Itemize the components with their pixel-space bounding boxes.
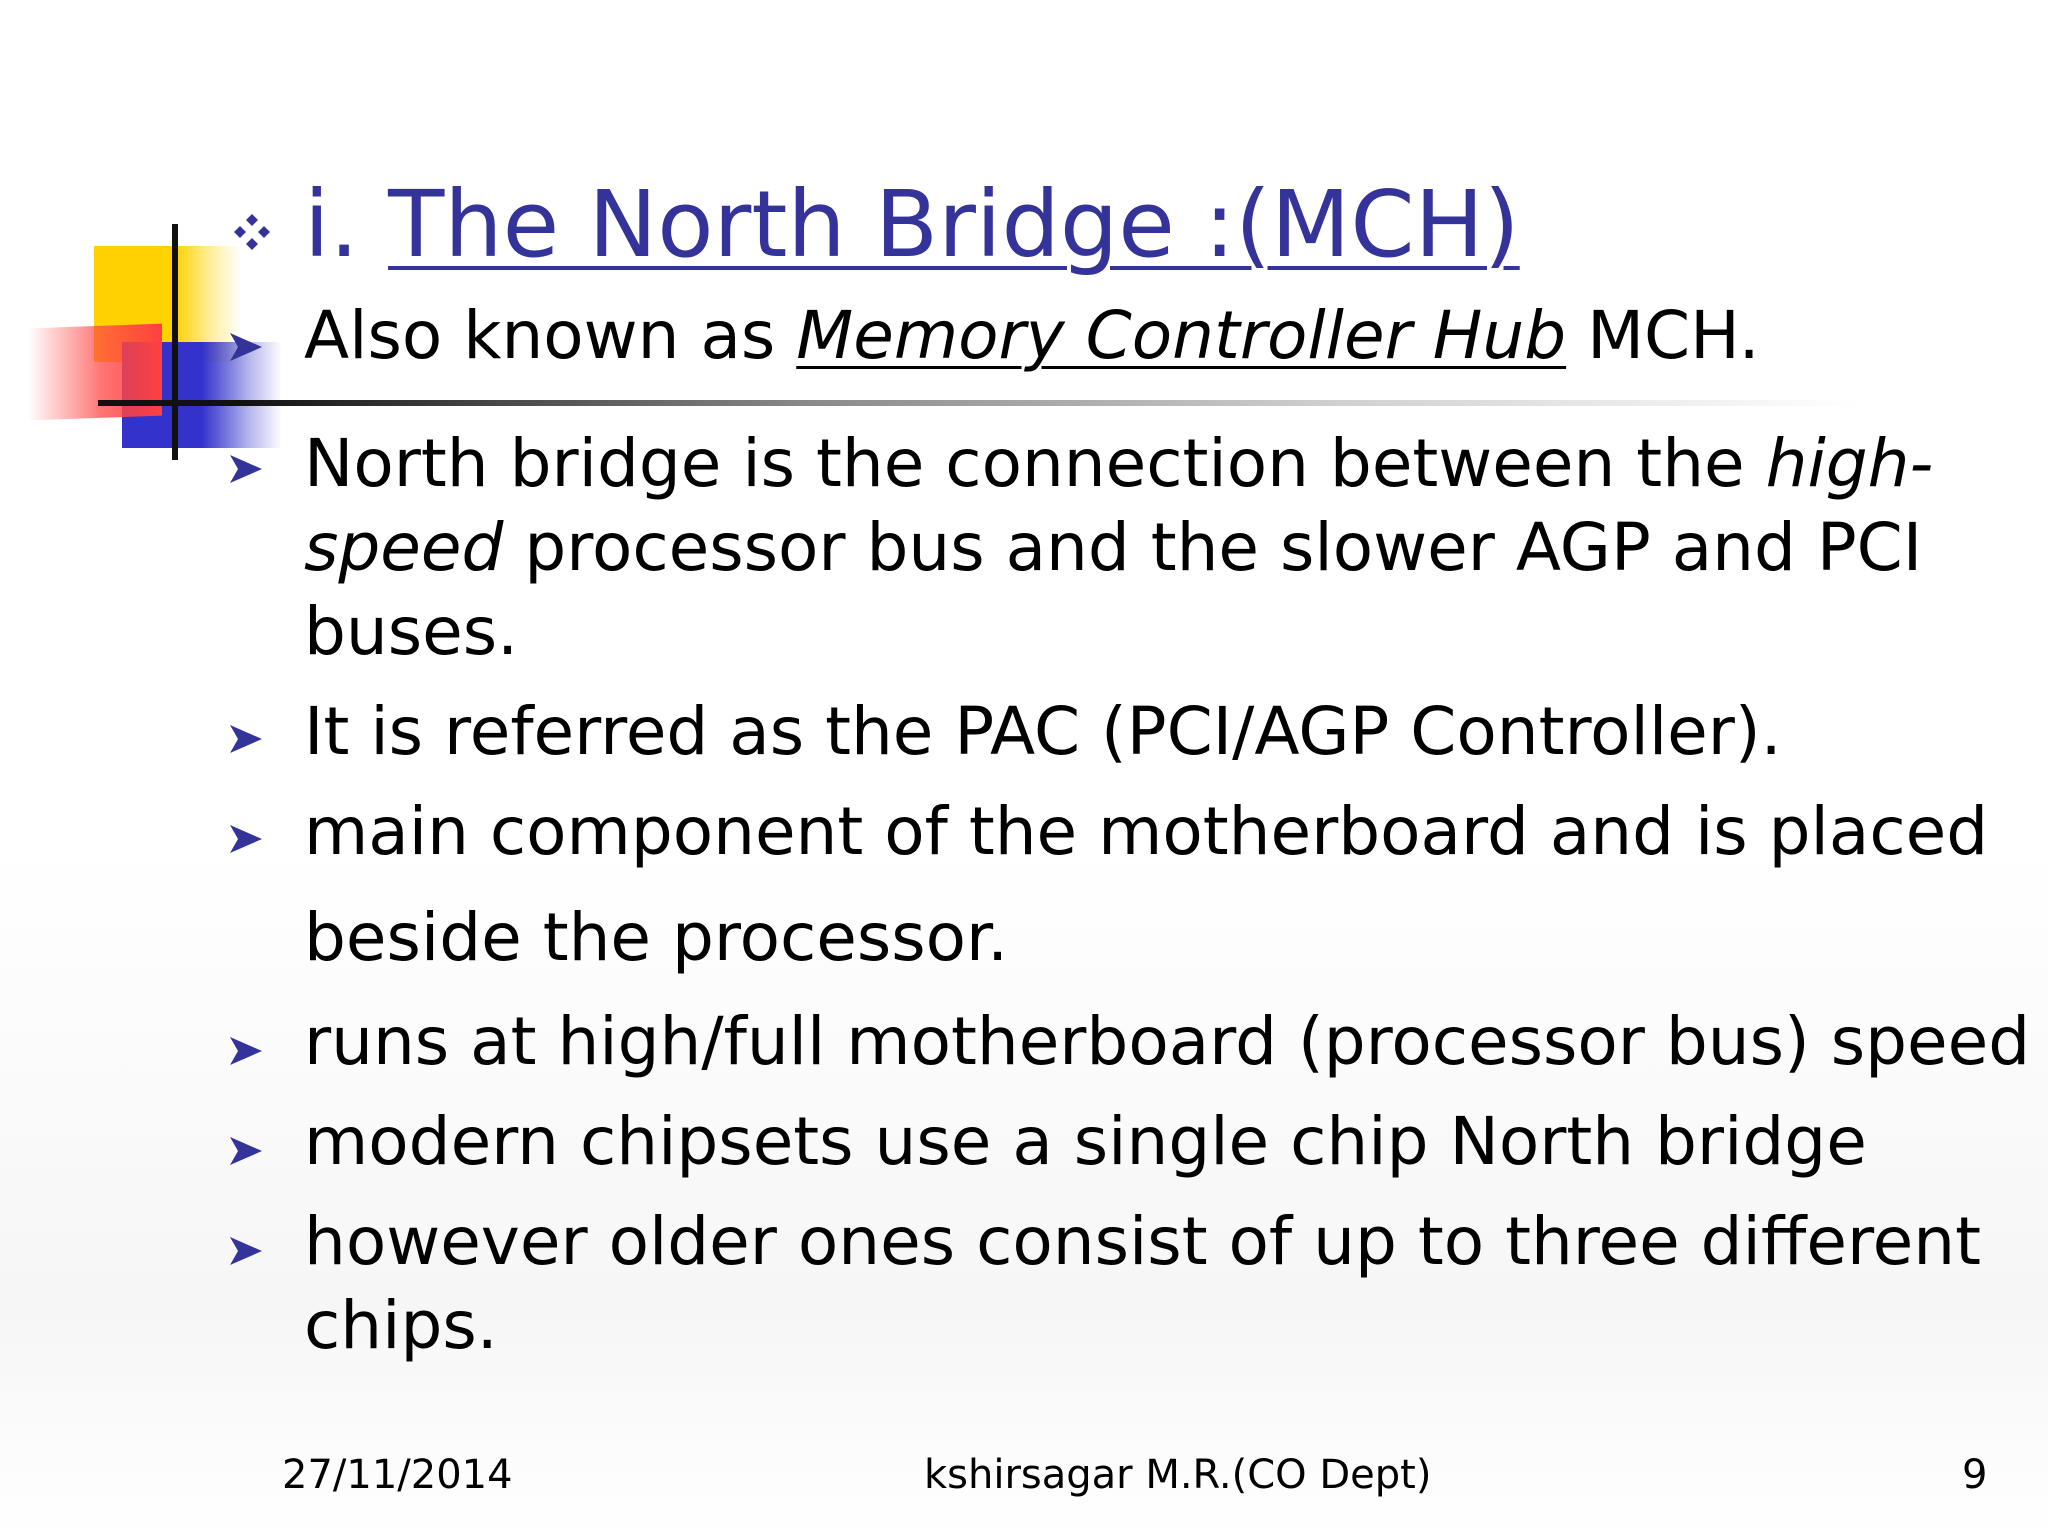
slide-title xyxy=(228,170,1520,280)
bullet-main-component-line-1: main component of the motherboard and is placed xyxy=(304,793,1989,870)
bullet-pac: It is referred as the PAC (PCI/AGP Controller). xyxy=(304,693,1782,770)
arrow-bullet-icon xyxy=(226,722,266,756)
mch-full-name: Memory Controller Hub xyxy=(796,297,1567,374)
decor-vertical-rule xyxy=(172,224,178,460)
footer-author: kshirsagar M.R.(CO Dept) xyxy=(924,1452,1432,1498)
bullet-main-component-line-2: beside the processor. xyxy=(304,899,1009,976)
bullet-older-ones-line-2: chips. xyxy=(304,1287,498,1364)
bullet-also-known-as: Also known as Memory Controller Hub MCH. xyxy=(304,297,1760,374)
bullet-connection-line-2: speed processor bus and the slower AGP and PCI xyxy=(304,509,1923,586)
footer-page-number: 9 xyxy=(1962,1452,1988,1498)
bullet-modern-chipsets: modern chipsets use a single chip North bridge xyxy=(304,1103,1867,1180)
title-prefix: i. xyxy=(304,171,359,278)
arrow-bullet-icon xyxy=(226,1234,266,1268)
footer-date: 27/11/2014 xyxy=(282,1452,513,1498)
arrow-bullet-icon xyxy=(226,452,266,486)
bullet-older-ones-line-1: however older ones consist of up to three different xyxy=(304,1203,1981,1280)
arrow-bullet-icon xyxy=(226,1134,266,1168)
arrow-bullet-icon xyxy=(226,330,266,364)
title-text: The North Bridge :(MCH) xyxy=(388,171,1520,278)
bullet-runs-at: runs at high/full motherboard (processor bus) speed xyxy=(304,1003,2031,1080)
bullet-connection-line-3: buses. xyxy=(304,593,519,670)
bullet-connection-line-1: North bridge is the connection between the high- xyxy=(304,425,1934,502)
arrow-bullet-icon xyxy=(226,822,266,856)
arrow-bullet-icon xyxy=(226,1034,266,1068)
decor-horizontal-rule xyxy=(98,400,1858,406)
